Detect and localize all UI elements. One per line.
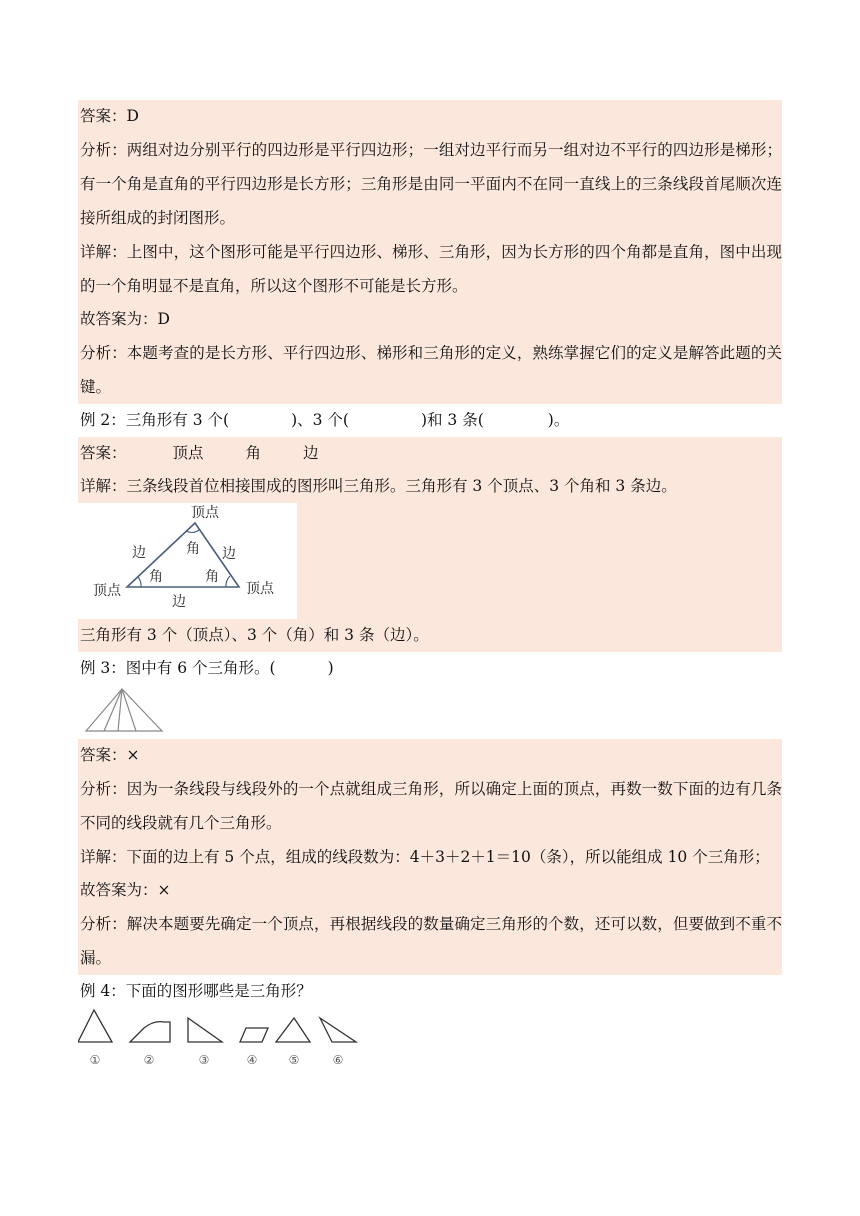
shape-label-2: ② xyxy=(143,1053,155,1067)
example-3-answer: 答案：× xyxy=(80,746,140,764)
example-4-question: 例 4：下面的图形哪些是三角形？ xyxy=(80,982,312,1000)
label-side-bottom: 边 xyxy=(172,594,186,610)
label-side-right: 边 xyxy=(222,546,236,562)
triangle-diagram-row xyxy=(78,503,782,619)
document-page xyxy=(78,100,782,1068)
example-3-detail: 详解：下面的边上有 5 个点，组成的线段数为：4＋3＋2＋1＝10（条），所以能组成 10 个三角形； xyxy=(80,848,770,866)
shape-label-5: ⑤ xyxy=(288,1053,300,1067)
example-2-conclusion: 三角形有 3 个（顶点）、3 个（角）和 3 条（边）。 xyxy=(80,626,429,644)
shape-label-4: ④ xyxy=(246,1053,258,1067)
example-2-text-b: )、3 个( xyxy=(291,411,349,429)
triangle-diagram xyxy=(78,503,297,619)
shapes-row xyxy=(78,1008,782,1068)
analysis-paragraph: 分析：两组对边分别平行的四边形是平行四边形；一组对边平行而另一组对边不平行的四边形是梯形；有一个角是直角的平行四边形是长方形；三角形是由同一平面内不在同一直线上的三条线段首尾顺次连接所组成的封闭图形。 xyxy=(80,141,782,227)
answer-line: 答案：D xyxy=(80,107,139,125)
shape-label-6: ⑥ xyxy=(332,1053,344,1067)
label-vertex-right: 顶点 xyxy=(246,581,274,597)
label-angle-left: 角 xyxy=(149,569,163,585)
label-angle-top: 角 xyxy=(186,541,200,557)
shape-1-triangle xyxy=(78,1010,112,1042)
example-2-text-d: )。 xyxy=(547,411,570,429)
shape-label-1: ① xyxy=(89,1053,101,1067)
summary-paragraph: 分析：本题考查的是长方形、平行四边形、梯形和三角形的定义，熟练掌握它们的定义是解答此题的关键。 xyxy=(80,344,782,396)
label-vertex-left: 顶点 xyxy=(93,583,121,599)
example-3-analysis: 分析：因为一条线段与线段外的一个点就组成三角形，所以确定上面的顶点，再数一数下面的边有几条不同的线段就有几个三角形。 xyxy=(80,780,782,832)
shape-4-parallelogram xyxy=(240,1028,268,1042)
shape-5-triangle xyxy=(276,1018,310,1042)
example-2-detail: 详解：三条线段首位相接围成的图形叫三角形。三角形有 3 个顶点、3 个角和 3 条边。 xyxy=(80,477,677,495)
example-2-question xyxy=(78,404,782,437)
shape-3-right-triangle xyxy=(188,1018,222,1042)
label-vertex-top: 顶点 xyxy=(191,505,219,521)
example-3-question xyxy=(78,652,782,685)
label-angle-right: 角 xyxy=(205,569,219,585)
answer-block-2 xyxy=(78,437,782,652)
shape-2-curved xyxy=(130,1022,170,1042)
example-3-text-a: 例 3：图中有 6 个三角形。( xyxy=(80,659,276,677)
detail-paragraph: 详解：上图中，这个图形可能是平行四边形、梯形、三角形，因为长方形的四个角都是直角，图中出现的一个角明显不是直角，所以这个图形不可能是长方形。 xyxy=(80,243,782,295)
answer-vertex: 顶点 xyxy=(172,444,204,462)
label-side-left: 边 xyxy=(132,545,146,561)
fan-triangle-row xyxy=(78,685,782,739)
shapes-figure xyxy=(78,1008,368,1068)
example-2-answer xyxy=(78,437,782,470)
shape-6-triangle xyxy=(320,1018,356,1042)
answer-angle: 角 xyxy=(245,444,262,462)
answer-block-3 xyxy=(78,739,782,975)
fan-triangle-figure xyxy=(82,685,166,737)
example-3-text-b: ) xyxy=(327,659,334,677)
example-2-text-a: 例 2：三角形有 3 个( xyxy=(80,411,230,429)
shape-label-3: ③ xyxy=(198,1053,210,1067)
answer-block-1 xyxy=(78,100,782,404)
conclusion-line: 故答案为：D xyxy=(80,310,170,328)
answer-label: 答案： xyxy=(80,444,127,462)
example-3-summary: 分析：解决本题要先确定一个顶点，再根据线段的数量确定三角形的个数，还可以数，但要做到不重不漏。 xyxy=(80,915,782,967)
example-2-text-c: )和 3 条( xyxy=(420,411,484,429)
example-3-conclusion: 故答案为：× xyxy=(80,881,171,899)
answer-side: 边 xyxy=(303,444,319,462)
